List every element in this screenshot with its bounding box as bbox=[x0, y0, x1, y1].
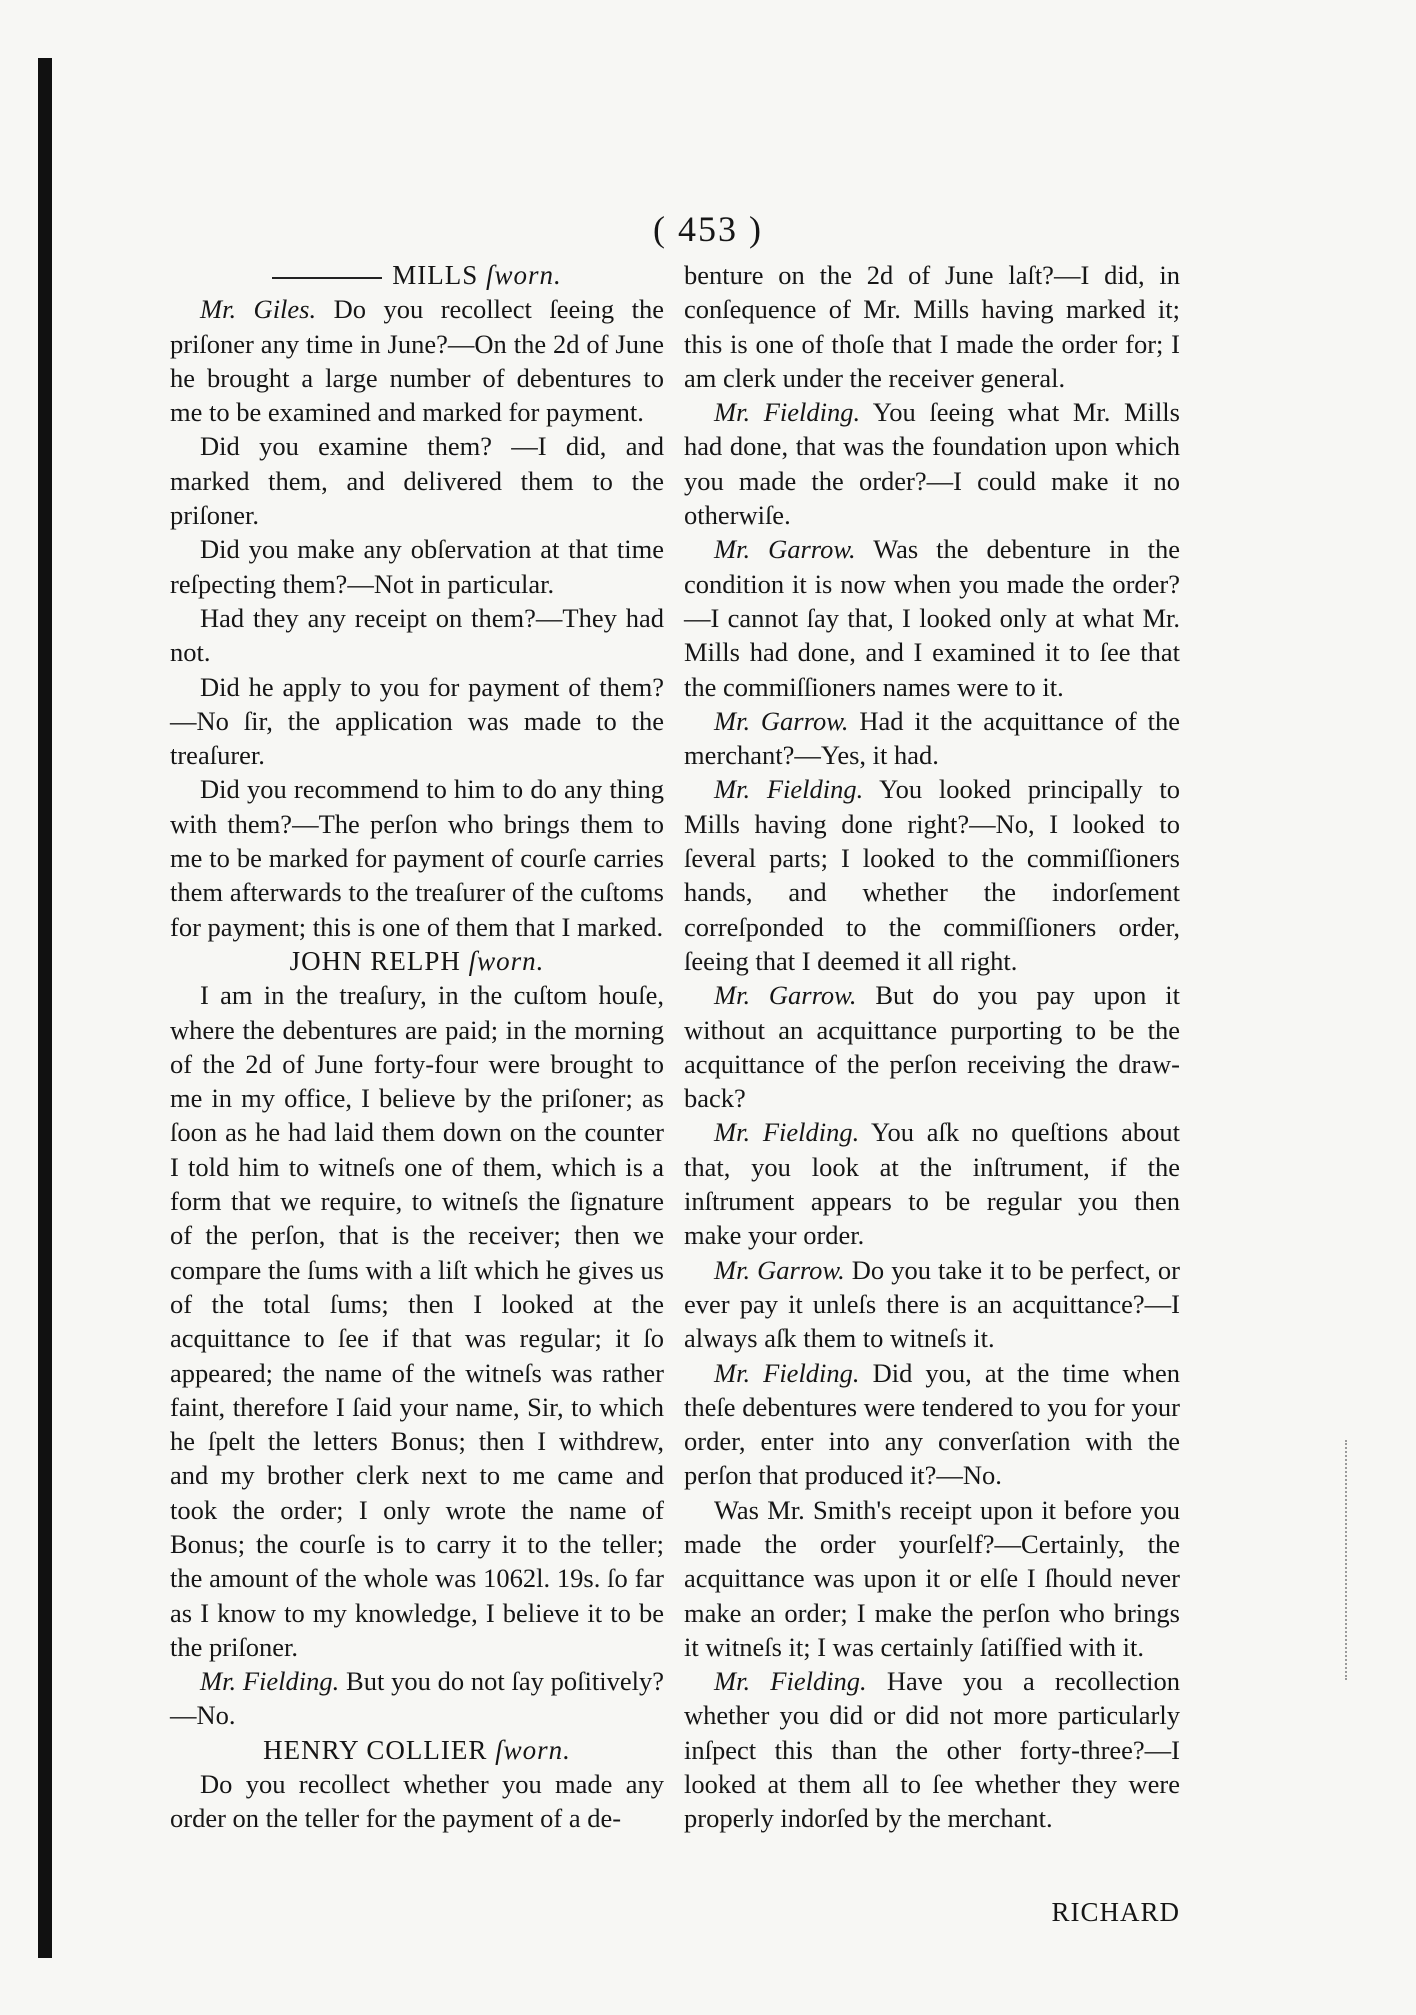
paragraph bbox=[684, 772, 1180, 978]
margin-scan-marks bbox=[1345, 1440, 1357, 1680]
paragraph bbox=[684, 1253, 1180, 1356]
paragraph bbox=[684, 704, 1180, 773]
witness-name: JOHN RELPH bbox=[289, 945, 461, 976]
speaker: Mr. Garrow. bbox=[714, 1254, 845, 1285]
sworn-label: ſworn. bbox=[468, 945, 545, 976]
witness-name: MILLS bbox=[392, 260, 479, 290]
paragraph: Did he apply to you for payment of them?—No ſir, the application was made to the treaſurer. bbox=[170, 671, 664, 771]
speaker: Mr. Fielding. bbox=[714, 1117, 860, 1148]
binding-edge bbox=[38, 58, 52, 1958]
paragraph-text: You looked principally to Mills having done right?—No, I looked to ſeveral parts; I looked to the commiſſioners hands, and whether the indorſement correſponded to the commiſſioners order, ſeeing that I deemed it all right. bbox=[684, 774, 1180, 976]
paragraph bbox=[684, 1356, 1180, 1493]
speaker: Mr. Giles. bbox=[200, 294, 317, 325]
paragraph bbox=[684, 532, 1180, 703]
right-column bbox=[684, 258, 1180, 1836]
heading-john-relph-sworn bbox=[170, 944, 664, 978]
paragraph-text: But you do not ſay poſitively?—No. bbox=[170, 1666, 664, 1731]
speaker: Mr. Garrow. bbox=[714, 705, 849, 736]
page-number: ( 453 ) bbox=[653, 209, 763, 249]
paragraph bbox=[170, 1664, 664, 1733]
paragraph bbox=[170, 292, 664, 429]
paragraph-text: Do you recollect ſeeing the priſoner any time in June?—On the 2d of June he brought a large number of debentures to me to be examined and marked for payment. bbox=[170, 294, 664, 428]
speaker: Mr. Fielding. bbox=[200, 1666, 340, 1697]
paragraph: Did you recommend to him to do any thing with them?—The perſon who brings them to me to be marked for payment of courſe carries them afterwards to the treaſurer of the cuſtoms for payment; this is one of them that I marked. bbox=[170, 774, 664, 942]
speaker: Mr. Fielding. bbox=[714, 1357, 860, 1388]
speaker: Mr. Fielding. bbox=[714, 774, 864, 805]
heading-henry-collier-sworn bbox=[170, 1733, 664, 1767]
left-column bbox=[170, 258, 664, 1836]
paragraph bbox=[684, 395, 1180, 532]
paragraph: Was Mr. Smith's receipt upon it before you made the order yourſelf?—Certainly, the acquittance was upon it or elſe I ſhould never make an order; I make the perſon who brings it witneſs it; I was certainly ſatiſfied with it. bbox=[684, 1494, 1180, 1662]
paragraph-text: You aſk no queſtions about that, you look at the inſtrument, if the inſtrument appears to be regular you then make your order. bbox=[684, 1117, 1180, 1251]
paragraph-text: Had it the acquittance of the merchant?—Yes, it had. bbox=[684, 705, 1180, 771]
paragraph-text: Was the debenture in the condition it is now when you made the order?—I cannot ſay that, I looked only at what Mr. Mills had done, and I examined it to ſee that the commiſſioners names were to it. bbox=[684, 534, 1180, 702]
paragraph: benture on the 2d of June laſt?—I did, in conſequence of Mr. Mills having marked it; this is one of thoſe that I made the order for; I am clerk under the receiver general. bbox=[684, 260, 1180, 393]
paragraph-text: Have you a recollection whether you did or did not more particularly inſpect this than the other forty-three?—I looked at them all to ſee whether they were properly indorſed by the merchant. bbox=[684, 1666, 1180, 1834]
sworn-label: ſworn. bbox=[485, 260, 562, 290]
paragraph: Do you recollect whether you made any order on the teller for the payment of a de- bbox=[170, 1769, 664, 1834]
paragraph bbox=[684, 1115, 1180, 1252]
paragraph bbox=[684, 1664, 1180, 1835]
speaker: Mr. Garrow. bbox=[714, 534, 856, 565]
paragraph-text: You ſeeing what Mr. Mills had done, that was the foundation upon which you made the order?—I could make it no otherwiſe. bbox=[684, 397, 1180, 531]
speaker: Mr. Garrow. bbox=[714, 980, 857, 1011]
paragraph-text: Did you, at the time when theſe debentures were tendered to you for your order, enter into any converſation with the perſon that produced it?—No. bbox=[684, 1357, 1180, 1491]
paragraph-text: But do you pay upon it without an acquittance purporting to be the acquittance of the perſon receiving the draw-back? bbox=[684, 980, 1180, 1114]
sworn-label: ſworn. bbox=[495, 1734, 571, 1765]
paragraph: Did you make any obſervation at that time reſpecting them?—Not in particular. bbox=[170, 534, 664, 599]
paragraph-text: Do you take it to be perfect, or ever pay it unleſs there is an acquittance?—I always aſk them to witneſs it. bbox=[684, 1254, 1180, 1354]
speaker: Mr. Fielding. bbox=[714, 397, 861, 428]
paragraph: Did you examine them? —I did, and marked them, and delivered them to the priſoner. bbox=[170, 431, 664, 531]
speaker: Mr. Fielding. bbox=[714, 1666, 867, 1697]
heading-mills-sworn bbox=[170, 258, 664, 292]
paragraph: I am in the treaſury, in the cuſtom houſe, where the debentures are paid; in the morning of the 2d of June forty-four were brought to me in my office, I believe by the priſoner; as ſoon as he had laid them down on the counter I told him to witneſs one of them, which is a form that we require, to witneſs the ſignature of the perſon, that is the receiver; then we compare the ſums with a liſt which he gives us of the total ſums; then I looked at the acquittance to ſee if that was regular; it ſo appeared; the name of the witneſs was rather faint, therefore I ſaid your name, Sir, to which he ſpelt the letters Bonus; then I withdrew, and my brother clerk next to me came and took the order; I only wrote the name of Bonus; the courſe is to carry it to the teller; the amount of the whole was 1062l. 19s. ſo far as I know to my knowledge, I believe it to be the priſoner. bbox=[170, 980, 664, 1662]
heading-rule bbox=[272, 277, 382, 279]
catchword: RICHARD bbox=[1051, 1897, 1180, 1927]
witness-name: HENRY COLLIER bbox=[263, 1734, 488, 1765]
paragraph bbox=[684, 978, 1180, 1115]
paragraph: Had they any receipt on them?—They had not. bbox=[170, 602, 664, 668]
